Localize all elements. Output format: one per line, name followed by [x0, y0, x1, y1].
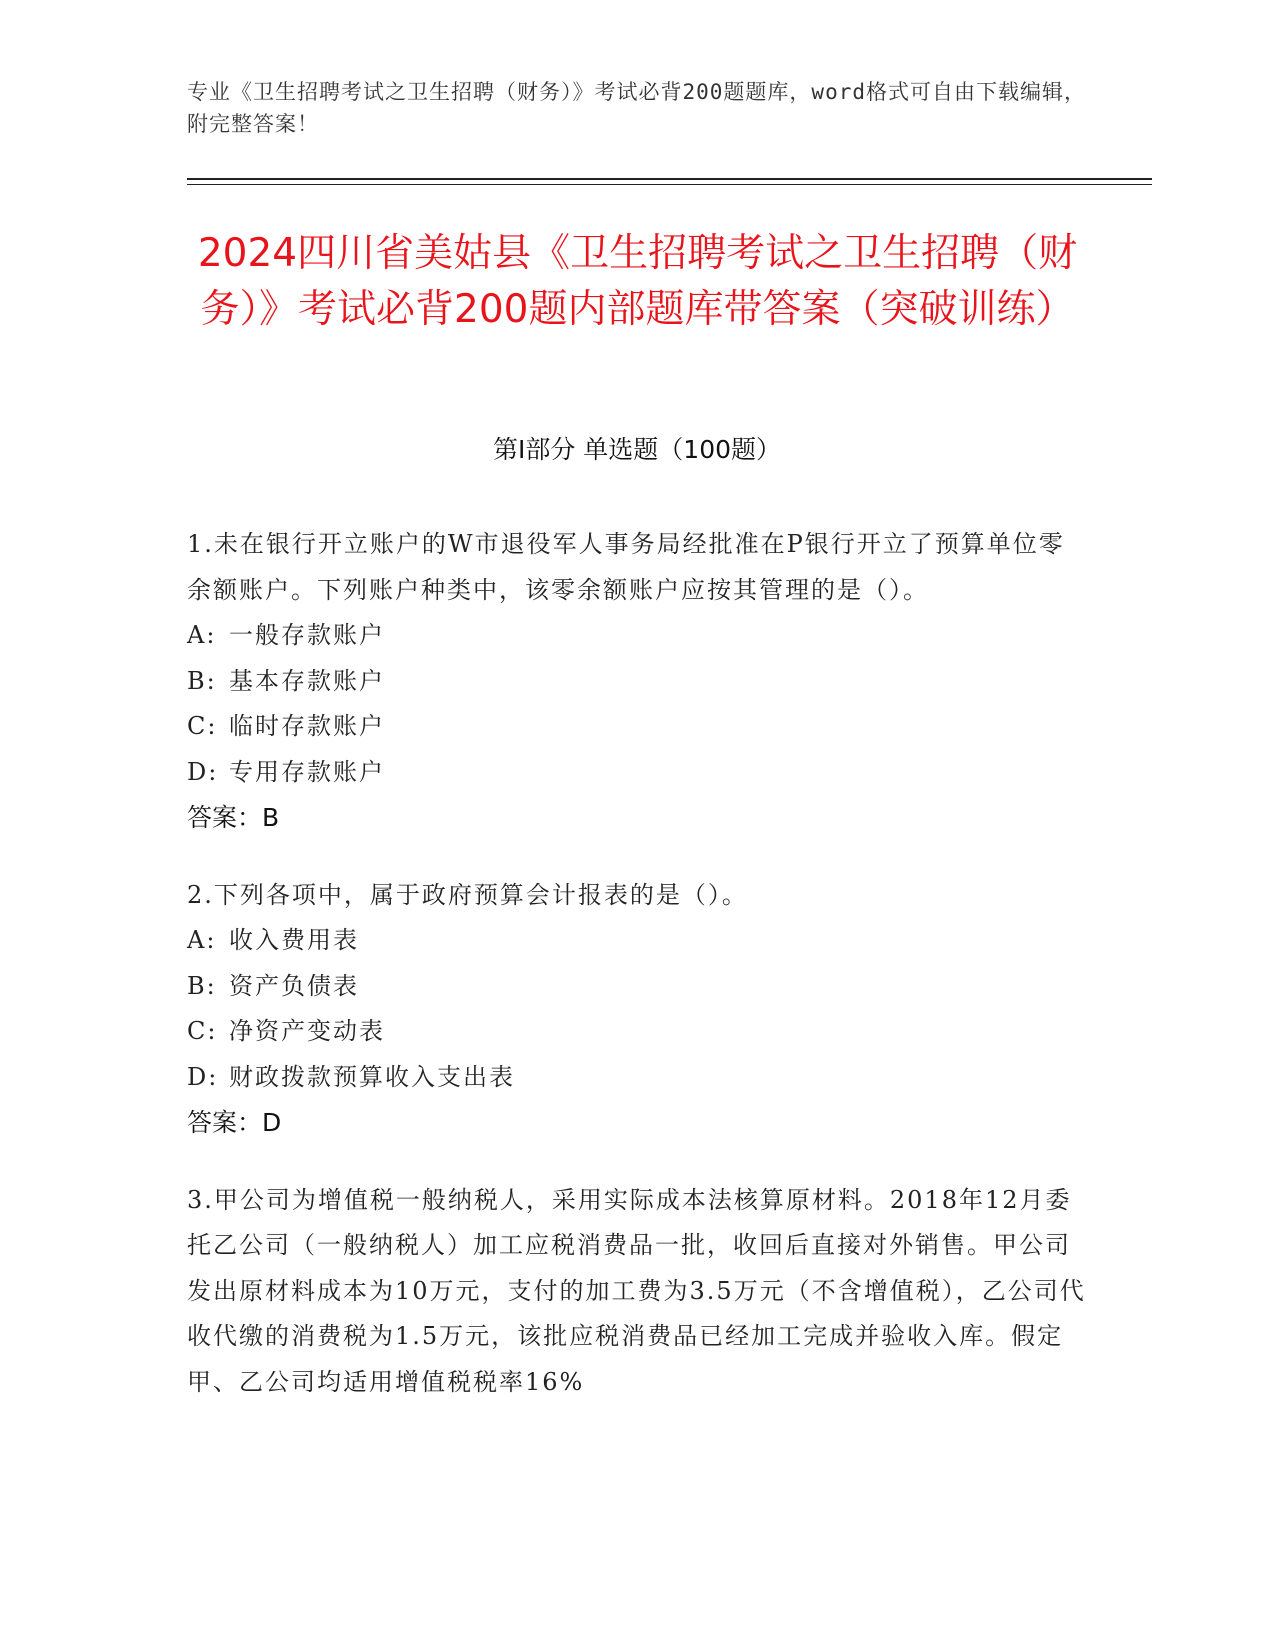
option-d — [187, 1055, 1087, 1101]
option-c — [187, 704, 1087, 750]
option-key: B: — [187, 666, 217, 695]
question-3 — [187, 1178, 1087, 1406]
option-text: 财政拨款预算收入支出表 — [229, 1062, 515, 1091]
answer: 答案：B — [187, 803, 280, 832]
option-a — [187, 918, 1087, 964]
option-key: B: — [187, 971, 217, 1000]
option-text: 资产负债表 — [229, 971, 359, 1000]
option-key: D: — [187, 1062, 219, 1091]
question-list — [187, 522, 1087, 1437]
option-text: 净资产变动表 — [229, 1017, 385, 1045]
option-a — [187, 613, 1087, 659]
option-text: 临时存款账户 — [229, 712, 385, 740]
option-text: 专用存款账户 — [229, 757, 385, 786]
option-b — [187, 659, 1087, 705]
option-text: 基本存款账户 — [229, 666, 385, 695]
option-key: A: — [187, 926, 217, 954]
header-divider-thin — [187, 184, 1152, 185]
option-key: A: — [187, 621, 217, 649]
question-text: 2.下列各项中，属于政府预算会计报表的是（）。 — [187, 880, 748, 909]
section-heading: 第Ⅰ部分 单选题（100题） — [492, 435, 782, 464]
header-note: 专业《卫生招聘考试之卫生招聘（财务）》考试必背200题题库，word格式可自由下载编辑，附完整答案！ — [187, 80, 1086, 136]
option-key: D: — [187, 757, 219, 786]
answer: 答案：D — [187, 1108, 282, 1137]
option-key: C: — [187, 712, 218, 740]
question-text: 3.甲公司为增值税一般纳税人，采用实际成本法核算原材料。2018年12月委托乙公司（一般纳税人）加工应税消费品一批，收回后直接对外销售。甲公司发出原材料成本为10万元，支付的加工费为3.5万元（不含增值税），乙公司代收代缴的消费税为1.5万元，该批应税消费品已经加工完成并验收入库。假定甲、乙公司均适用增值税税率16% — [187, 1185, 1086, 1396]
option-text: 收入费用表 — [229, 926, 359, 954]
option-text: 一般存款账户 — [229, 621, 385, 649]
question-text: 1.未在银行开立账户的W市退役军人事务局经批准在P银行开立了预算单位零余额账户。下列账户种类中，该零余额账户应按其管理的是（）。 — [187, 530, 1065, 604]
option-key: C: — [187, 1017, 218, 1045]
option-b — [187, 964, 1087, 1010]
option-d — [187, 750, 1087, 796]
question-1 — [187, 522, 1087, 841]
header-divider-thick — [187, 178, 1152, 180]
document-title: 2024四川省美姑县《卫生招聘考试之卫生招聘（财务）》考试必背200题内部题库带答案（突破训练） — [197, 231, 1078, 332]
question-2 — [187, 873, 1087, 1146]
option-c — [187, 1009, 1087, 1055]
